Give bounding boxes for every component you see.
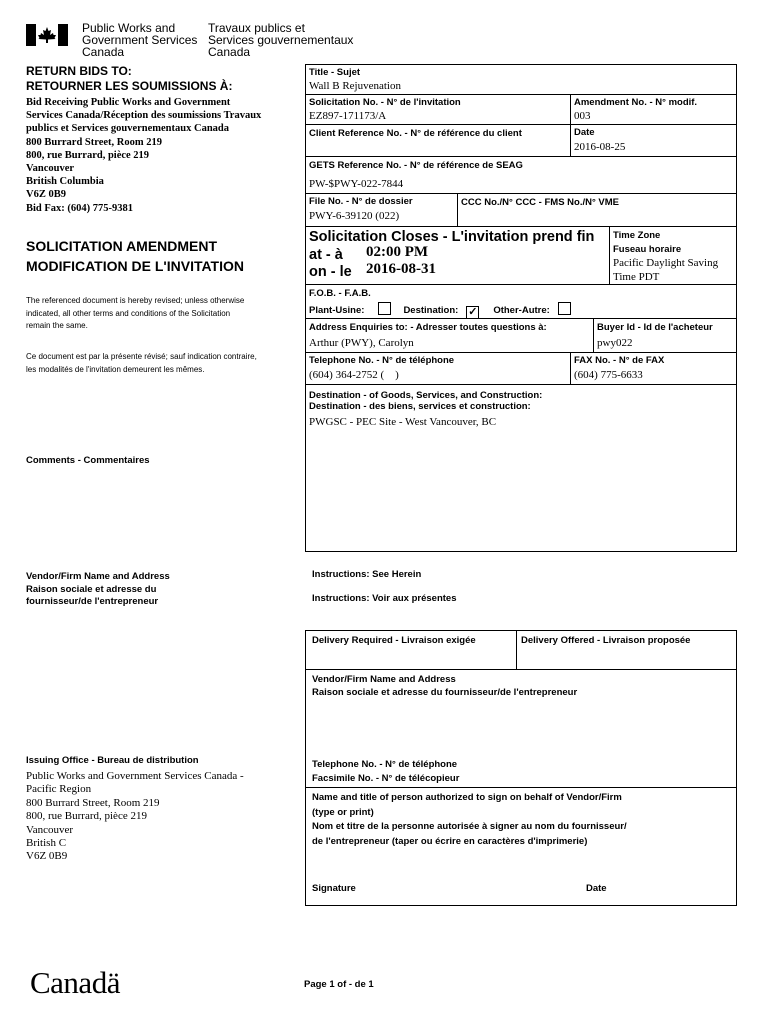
vendor-telephone-label: Telephone No. - N° de téléphone (312, 759, 458, 770)
issuing-office-address: Public Works and Government Services Canada - Pacific Region 800 Burrard Street, Room 219 800, rue Burrard, pièce 219 Vancouver British C V6Z 0B9 (26, 770, 244, 863)
plant-checkbox[interactable] (378, 302, 391, 315)
on-label: on - le (309, 264, 352, 280)
telephone-label: Telephone No. - N° de téléphone (309, 355, 455, 366)
fax-label: FAX No. - N° de FAX (574, 355, 665, 366)
issuing-office-label: Issuing Office - Bureau de distribution (26, 755, 199, 766)
vendor-firm-label: Vendor/Firm Name and Address Raison sociale et adresse du fournisseur/de l'entrepreneur (26, 571, 170, 607)
fax-value: (604) 775-6633 (574, 369, 643, 381)
amendment-number-label: Amendment No. - N° modif. (574, 97, 698, 108)
signature-label: Signature (312, 883, 356, 894)
address-enquiries-label: Address Enquiries to: - Adresser toutes questions à: (309, 322, 547, 333)
department-name-french: Travaux publics et Services gouvernementaux Canada (208, 21, 354, 59)
comments-label: Comments - Commentaires (26, 455, 150, 466)
solicitation-number-value: EZ897-171173/A (309, 110, 387, 122)
department-name-english: Public Works and Government Services Canada (82, 21, 198, 59)
telephone-value: (604) 364-2752 ( ) (309, 369, 399, 381)
buyer-id-value: pwy022 (597, 337, 633, 349)
destination-label: Destination - of Goods, Services, and Construction: Destination - des biens, services et construction: (309, 390, 543, 412)
instructions-english: Instructions: See Herein (312, 569, 422, 580)
gets-reference-value: PW-$PWY-022-7844 (309, 178, 404, 190)
date-label: Date (574, 127, 595, 138)
delivery-required-label: Delivery Required - Livraison exigée (312, 635, 476, 646)
solicitation-closes-label: Solicitation Closes - L'invitation prend fin (309, 229, 595, 245)
closing-time-value: 02:00 PM (366, 244, 429, 260)
page-number: Page 1 of - de 1 (304, 979, 374, 990)
at-label: at - à (309, 247, 343, 263)
authorized-person-label: Name and title of person authorized to sign on behalf of Vendor/Firm (type or print) Nom et titre de la personne autorisée à signer au nom du fournisseur/ de l'entrepreneur (taper ou écrire en caractères d'imprimerie) (312, 792, 627, 847)
ccc-number-label: CCC No./N° CCC - FMS No./N° VME (461, 197, 620, 208)
bid-receiving-address: Bid Receiving Public Works and Government Services Canada/Réception des soumissions Travaux publics et Services gouvernementaux Canada 800 Burrard Street, Room 219 800, rue Burrard, pièce 219 Vancouver British Columbia V6Z 0B9 Bid Fax: (604) 775-9381 (26, 97, 262, 214)
canada-wordmark: Canadä (30, 965, 120, 1000)
buyer-id-label: Buyer Id - Id de l'acheteur (597, 322, 713, 333)
other-checkbox[interactable] (558, 302, 571, 315)
solicitation-number-label: Solicitation No. - N° de l'invitation (309, 97, 461, 108)
amendment-number-value: 003 (574, 110, 591, 122)
file-number-label: File No. - N° de dossier (309, 196, 413, 207)
revision-notice-english: The referenced document is hereby revised; unless otherwise indicated, all other terms and conditions of the Solicitation remain the same. (26, 296, 245, 330)
address-enquiries-value: Arthur (PWY), Carolyn (309, 337, 414, 349)
delivery-offered-label: Delivery Offered - Livraison proposée (521, 635, 691, 646)
time-zone-label: Time Zone Fuseau horaire (613, 230, 682, 255)
closing-date-value: 2016-08-31 (366, 261, 436, 277)
vendor-facsimile-label: Facsimile No. - N° de télécopieur (312, 773, 460, 784)
gets-reference-label: GETS Reference No. - N° de référence de SEAG (309, 160, 523, 171)
client-reference-label: Client Reference No. - N° de référence du client (309, 128, 522, 139)
revision-notice-french: Ce document est par la présente révisé; sauf indication contraire, les modalités de l'invitation demeurent les mêmes. (26, 352, 257, 374)
date-value: 2016-08-25 (574, 141, 626, 153)
destination-value: PWGSC - PEC Site - West Vancouver, BC (309, 416, 497, 428)
fob-options: Plant-Usine: Destination: ✓ Other-Autre: (309, 302, 575, 319)
file-number-value: PWY-6-39120 (022) (309, 210, 400, 222)
instructions-french: Instructions: Voir aux présentes (312, 593, 457, 604)
signature-date-label: Date (586, 883, 607, 894)
destination-checkbox[interactable]: ✓ (468, 306, 478, 318)
government-flag-symbol (26, 24, 68, 46)
return-bids-heading: RETURN BIDS TO: RETOURNER LES SOUMISSIONS À: (26, 64, 233, 93)
solicitation-amendment-heading: SOLICITATION AMENDMENT MODIFICATION DE L'INVITATION (26, 238, 244, 274)
title-label: Title - Sujet (309, 67, 361, 78)
time-zone-value: Pacific Daylight Saving Time PDT (613, 257, 719, 283)
title-value: Wall B Rejuvenation (309, 80, 401, 92)
vendor-name-address-label: Vendor/Firm Name and Address Raison sociale et adresse du fournisseur/de l'entrepreneur (312, 674, 578, 698)
fob-label: F.O.B. - F.A.B. (309, 288, 371, 299)
